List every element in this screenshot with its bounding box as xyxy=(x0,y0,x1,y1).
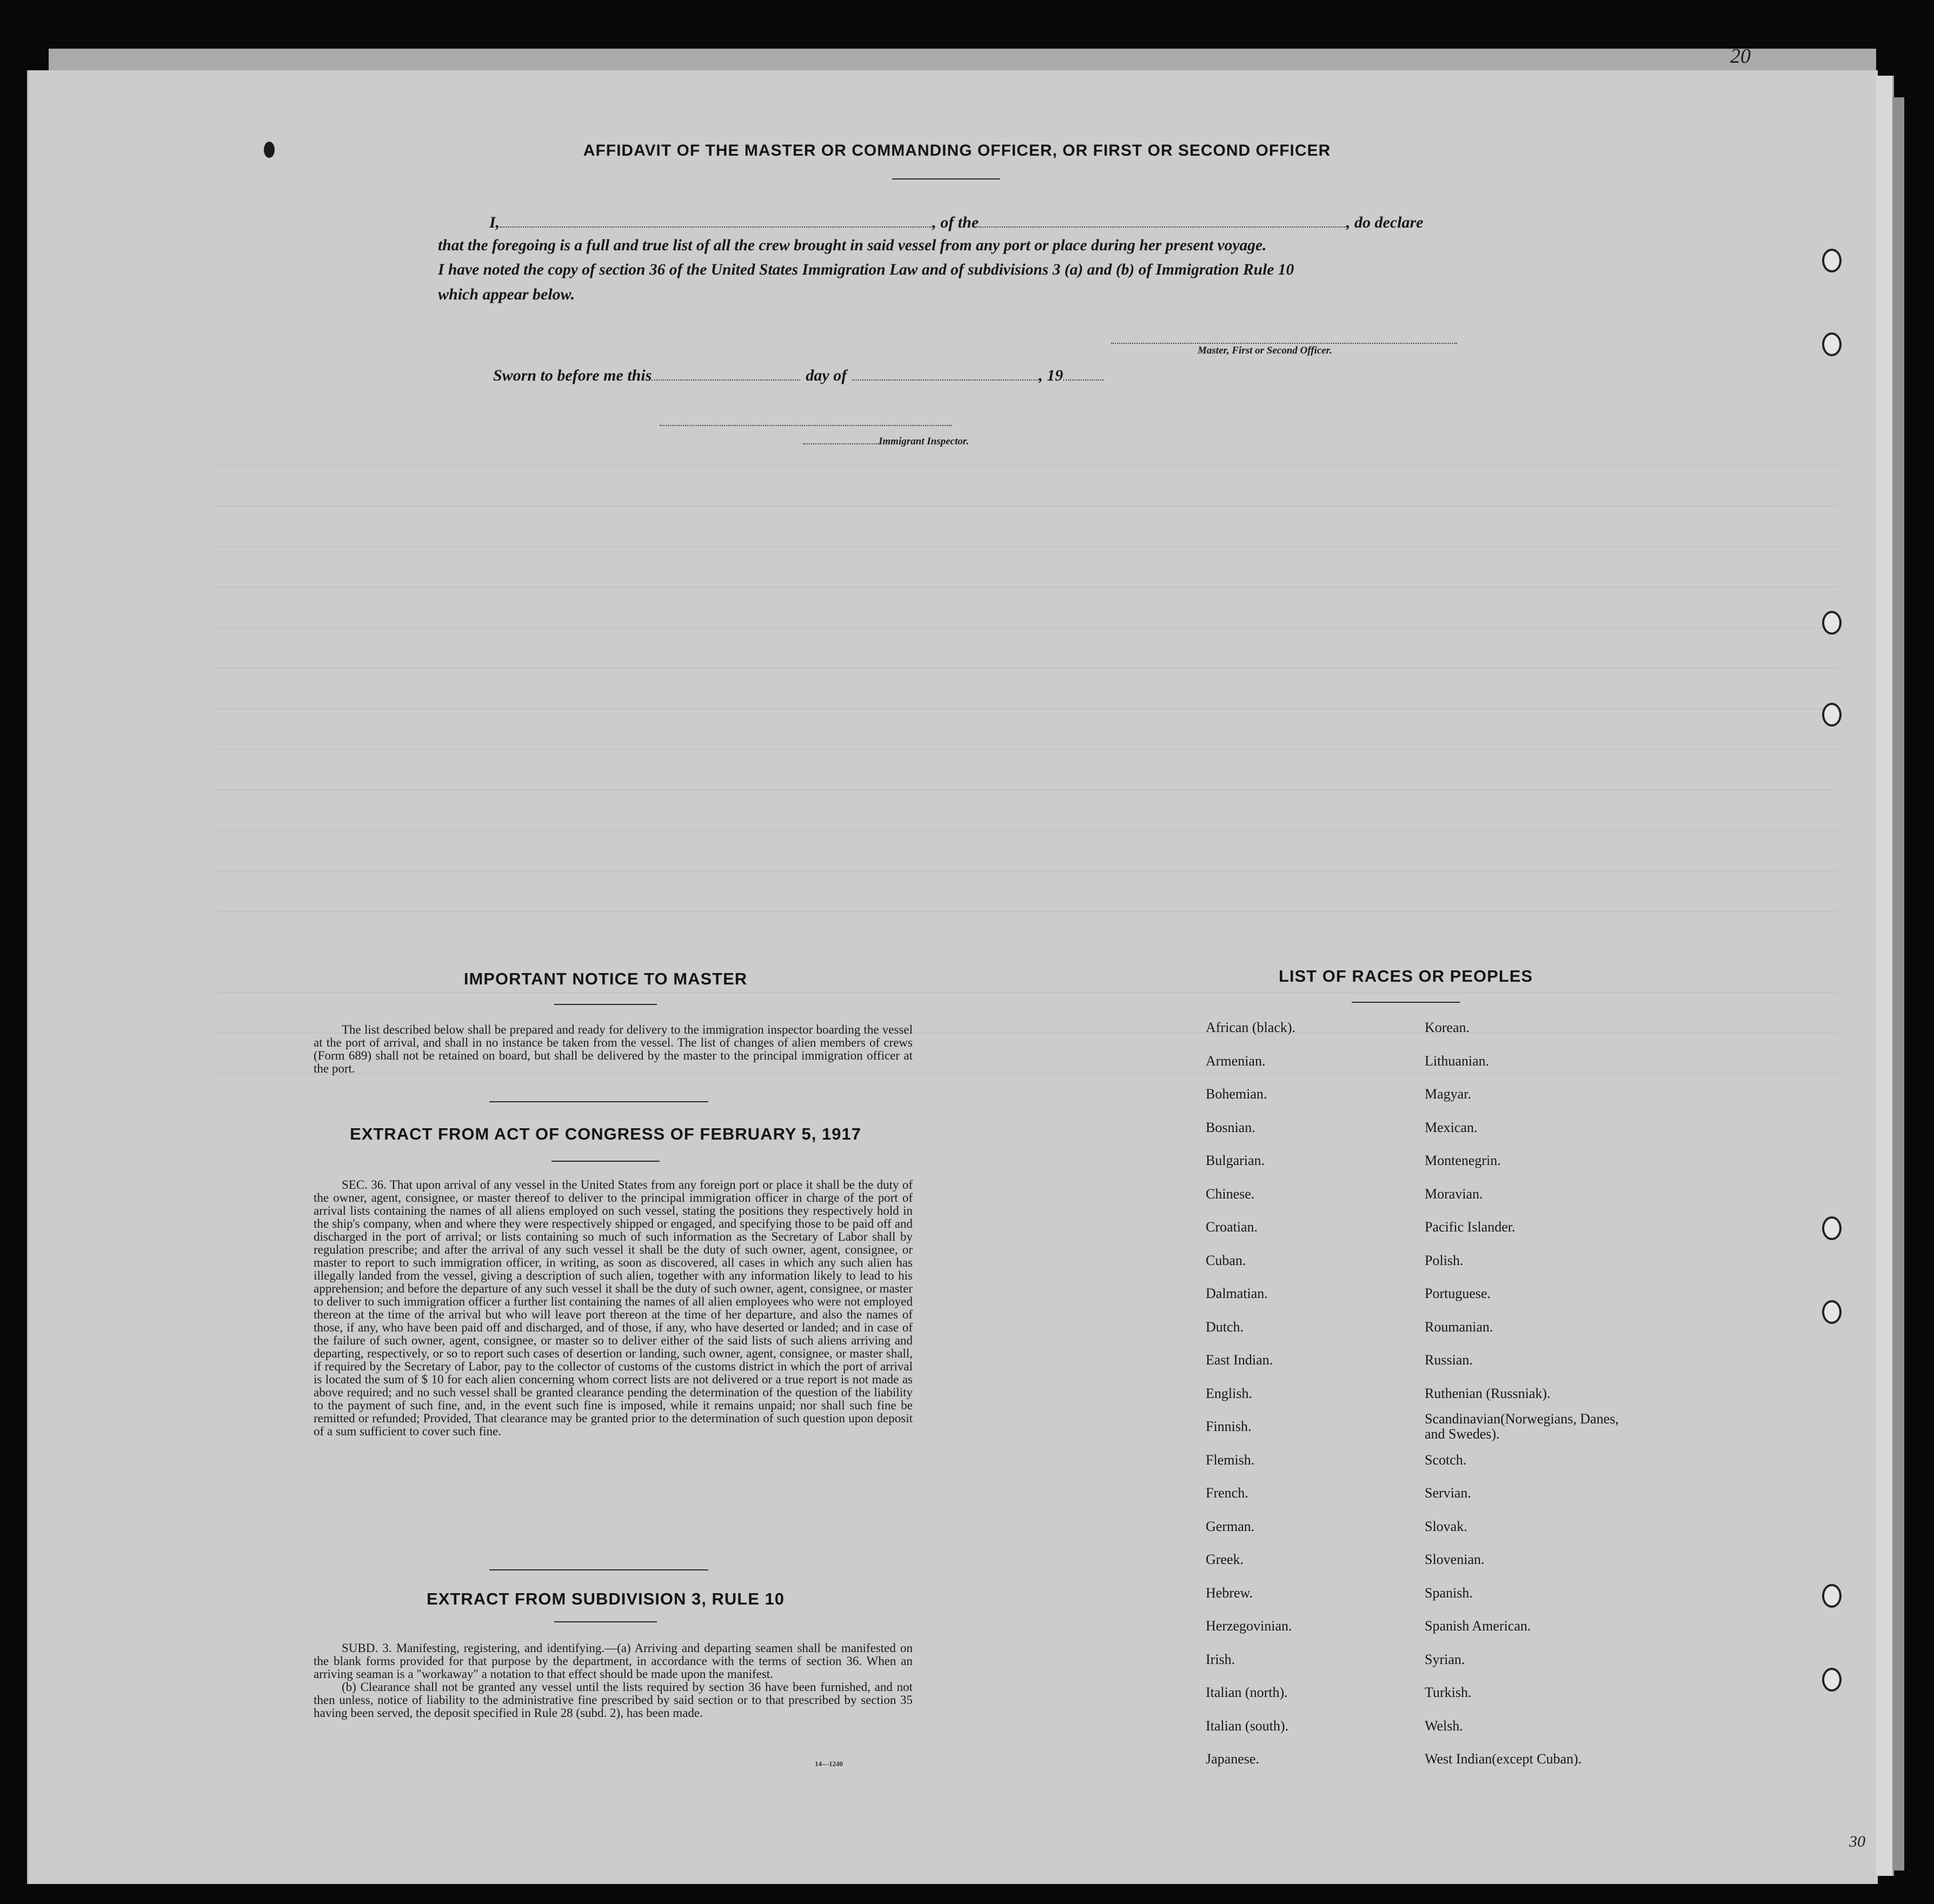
race-item: Servian. xyxy=(1425,1485,1471,1501)
race-item: Lithuanian. xyxy=(1425,1053,1490,1069)
sworn-year-label: , 19 xyxy=(1039,367,1064,384)
race-item: Finnish. xyxy=(1206,1419,1252,1434)
affidavit-of-the-label: , of the xyxy=(932,214,979,231)
race-item: Chinese. xyxy=(1206,1186,1255,1202)
subdivision-a-paragraph: SUBD. 3. Manifesting, registering, and identifying.—(a) Arriving and departing seamen shall be manifested on the blank forms provided for that purpose by the department, in accordance with the terms of section 36. When an arriving seaman is a "workaway" a notation to that effect should be made upon the manifest. xyxy=(314,1641,913,1681)
race-item: Italian (south). xyxy=(1206,1717,1289,1734)
act-extract-end-rule xyxy=(489,1569,708,1570)
race-item: Herzegovinian. xyxy=(1206,1618,1292,1634)
affidavit-title: AFFIDAVIT OF THE MASTER OR COMMANDING OFFICER, OR FIRST OR SECOND OFFICER xyxy=(583,142,1331,159)
races-title-rule xyxy=(1352,1002,1460,1003)
race-item: Russian. xyxy=(1425,1352,1473,1368)
inspector-caption-text: Immigrant Inspector. xyxy=(879,436,969,447)
form-code: 14—1240 xyxy=(815,1760,843,1768)
race-item: Ruthenian (Russniak). xyxy=(1425,1385,1551,1401)
binder-hole-icon xyxy=(1822,1300,1842,1324)
notice-title-rule xyxy=(554,1004,657,1005)
race-item: Bosnian. xyxy=(1206,1119,1255,1135)
race-item: Armenian. xyxy=(1206,1053,1266,1069)
vessel-name-field[interactable] xyxy=(979,212,1346,228)
races-column-2 xyxy=(1425,1011,1625,1776)
master-signature-caption: Master, First or Second Officer. xyxy=(1198,345,1332,356)
sworn-prefix-label: Sworn to before me this xyxy=(493,367,652,384)
page-number-top: 20 xyxy=(1730,45,1751,68)
affidavit-line-4: which appear below. xyxy=(438,285,575,303)
act-extract-body xyxy=(314,1179,913,1438)
binder-hole-icon xyxy=(1822,249,1842,272)
rule-extract-body xyxy=(314,1642,913,1720)
race-item: Montenegrin. xyxy=(1425,1153,1501,1168)
race-item: English. xyxy=(1206,1385,1252,1401)
race-item: Syrian. xyxy=(1425,1651,1465,1667)
race-item: Polish. xyxy=(1425,1252,1464,1268)
page-number-bottom: 30 xyxy=(1849,1833,1865,1850)
race-item: African (black). xyxy=(1206,1020,1296,1035)
race-item: Scotch. xyxy=(1425,1452,1467,1468)
sworn-month-field[interactable] xyxy=(852,365,1039,381)
punch-mark-icon xyxy=(264,142,275,158)
section-36-paragraph: SEC. 36. That upon arrival of any vessel in the United States from any foreign port or place it shall be the duty of the owner, agent, consignee, or master thereof to deliver to the principal immigration officer in charge of the port of arrival lists containing the names of all aliens employed on such vessel, stating the positions they respectively hold in the ship's company, when and where they were respectively shipped or engaged, and specifying those to be paid off and discharged in the port of arrival; or lists containing so much of such information as the Secretary of Labor shall by regulation prescribe; and after the arrival of any such vessel it shall be the duty of such owner, agent, consignee, or master to report to such immigration officer, in writing, as soon as discovered, all cases in which any such alien has illegally landed from the vessel, giving a description of such alien, together with any information likely to lead to his apprehension; and before the departure of any such vessel it shall be the duty of such owner, agent, consignee, or master to deliver to such immigration officer a further list containing the names of all alien employees who were not employed thereon at the time of the arrival but who will leave port thereon at the time of her departure, and also the names of those, if any, who have been paid off and discharged, and of those, if any, who have deserted or landed; and in case of the failure of such owner, agent, consignee, or master so to deliver either of the said lists of such aliens arriving and departing, respectively, or so to report such cases of desertion or landing, such owner, agent, consignee, or master shall, if required by the Secretary of Labor, pay to the collector of customs of the customs district in which the port of arrival is located the sum of $ 10 for each alien concerning whom correct lists are not delivered or a true report is not made as above required; and no such vessel shall be granted clearance pending the determination of the question of the liability to the payment of such fine, and, in the event such fine is imposed, while it remains unpaid; nor shall such fine be remitted or refunded; Provided, That clearance may be granted prior to the determination of such question upon deposit of a sum sufficient to cover such fine. xyxy=(314,1178,913,1438)
races-column-1 xyxy=(1206,1011,1295,1776)
race-item: Turkish. xyxy=(1425,1685,1472,1700)
race-item: Croatian. xyxy=(1206,1219,1258,1235)
race-item: Dutch. xyxy=(1206,1319,1244,1335)
race-item: Magyar. xyxy=(1425,1086,1471,1102)
binder-hole-icon xyxy=(1822,1216,1842,1240)
race-item: Korean. xyxy=(1425,1020,1470,1035)
race-item: Spanish American. xyxy=(1425,1618,1531,1634)
affidavit-line-2: that the foregoing is a full and true list of all the crew brought in said vessel from any port or place during her present voyage. xyxy=(438,237,1267,254)
race-item: Dalmatian. xyxy=(1206,1286,1268,1301)
rule-extract-title-rule xyxy=(554,1621,657,1622)
race-item: West Indian(except Cuban). xyxy=(1425,1751,1582,1767)
act-extract-title-rule xyxy=(551,1161,660,1162)
rule-extract-title: EXTRACT FROM SUBDIVISION 3, RULE 10 xyxy=(427,1589,785,1608)
race-item: Cuban. xyxy=(1206,1252,1246,1268)
inspector-caption xyxy=(803,436,969,448)
master-signature-field[interactable] xyxy=(1111,329,1457,344)
binder-hole-icon xyxy=(1822,1668,1842,1692)
sworn-year-field[interactable] xyxy=(1063,365,1104,381)
race-item: French. xyxy=(1206,1485,1248,1501)
race-item: German. xyxy=(1206,1518,1255,1534)
race-item: Irish. xyxy=(1206,1651,1235,1667)
notice-body xyxy=(314,1023,913,1075)
affidavit-i-label: I, xyxy=(489,214,500,231)
inspector-caption-dots xyxy=(803,436,879,444)
race-item: Greek. xyxy=(1206,1552,1244,1567)
race-item: East Indian. xyxy=(1206,1352,1273,1368)
race-item: Bohemian. xyxy=(1206,1086,1267,1102)
binder-hole-icon xyxy=(1822,611,1842,635)
race-item: Slovenian. xyxy=(1425,1552,1485,1567)
sworn-day-of-label: day of xyxy=(806,367,847,384)
race-item: Scandinavian(Norwegians, Danes, and Swedes). xyxy=(1425,1411,1619,1442)
notice-paragraph: The list described below shall be prepared and ready for delivery to the immigration inspector boarding the vessel at the port of arrival, and shall in no instance be taken from the vessel. The list of changes of alien members of crews (Form 689) shall not be retained on board, but shall be delivered by the master to the principal immigration officer at the port. xyxy=(314,1023,913,1075)
race-item: Portuguese. xyxy=(1425,1286,1491,1301)
master-name-field[interactable] xyxy=(500,212,932,228)
affidavit-line-3: I have noted the copy of section 36 of the United States Immigration Law and of subdivisions 3 (a) and (b) of Immigration Rule 10 xyxy=(438,261,1294,278)
subdivision-b-paragraph: (b) Clearance shall not be granted any vessel until the lists required by section 36 have been furnished, and not then unless, notice of liability to the administrative fine prescribed by said section or to that prescribed by section 35 having been served, the deposit specified in Rule 28 (subd. 2), has been made. xyxy=(314,1680,913,1720)
notice-end-rule xyxy=(489,1101,708,1102)
race-item: Japanese. xyxy=(1206,1751,1259,1767)
notice-title: IMPORTANT NOTICE TO MASTER xyxy=(463,969,748,988)
race-item: Moravian. xyxy=(1425,1186,1483,1202)
affidavit-declare-label: , do declare xyxy=(1346,214,1424,231)
page-edge-dark xyxy=(1892,97,1904,1870)
inspector-signature-field[interactable] xyxy=(660,411,952,426)
affidavit-line-1 xyxy=(489,212,1423,232)
sworn-line xyxy=(493,365,1104,385)
binder-hole-icon xyxy=(1822,332,1842,356)
race-item: Bulgarian. xyxy=(1206,1153,1265,1168)
race-item: Slovak. xyxy=(1425,1518,1467,1534)
bleed-through-ghost xyxy=(465,465,1763,897)
binder-hole-icon xyxy=(1822,703,1842,727)
race-item: Mexican. xyxy=(1425,1119,1478,1135)
sworn-day-field[interactable] xyxy=(652,365,800,381)
race-item: Flemish. xyxy=(1206,1452,1255,1468)
race-item: Welsh. xyxy=(1425,1717,1463,1734)
race-item: Hebrew. xyxy=(1206,1585,1253,1601)
page-edge xyxy=(1876,76,1894,1876)
act-extract-title: EXTRACT FROM ACT OF CONGRESS OF FEBRUARY 5, 1917 xyxy=(350,1124,861,1143)
race-item: Roumanian. xyxy=(1425,1319,1493,1335)
race-item: Italian (north). xyxy=(1206,1685,1288,1700)
binder-hole-icon xyxy=(1822,1584,1842,1608)
affidavit-title-rule xyxy=(892,178,1000,179)
race-item: Spanish. xyxy=(1425,1585,1473,1601)
race-item: Pacific Islander. xyxy=(1425,1219,1516,1235)
races-title: LIST OF RACES OR PEOPLES xyxy=(1278,967,1533,986)
